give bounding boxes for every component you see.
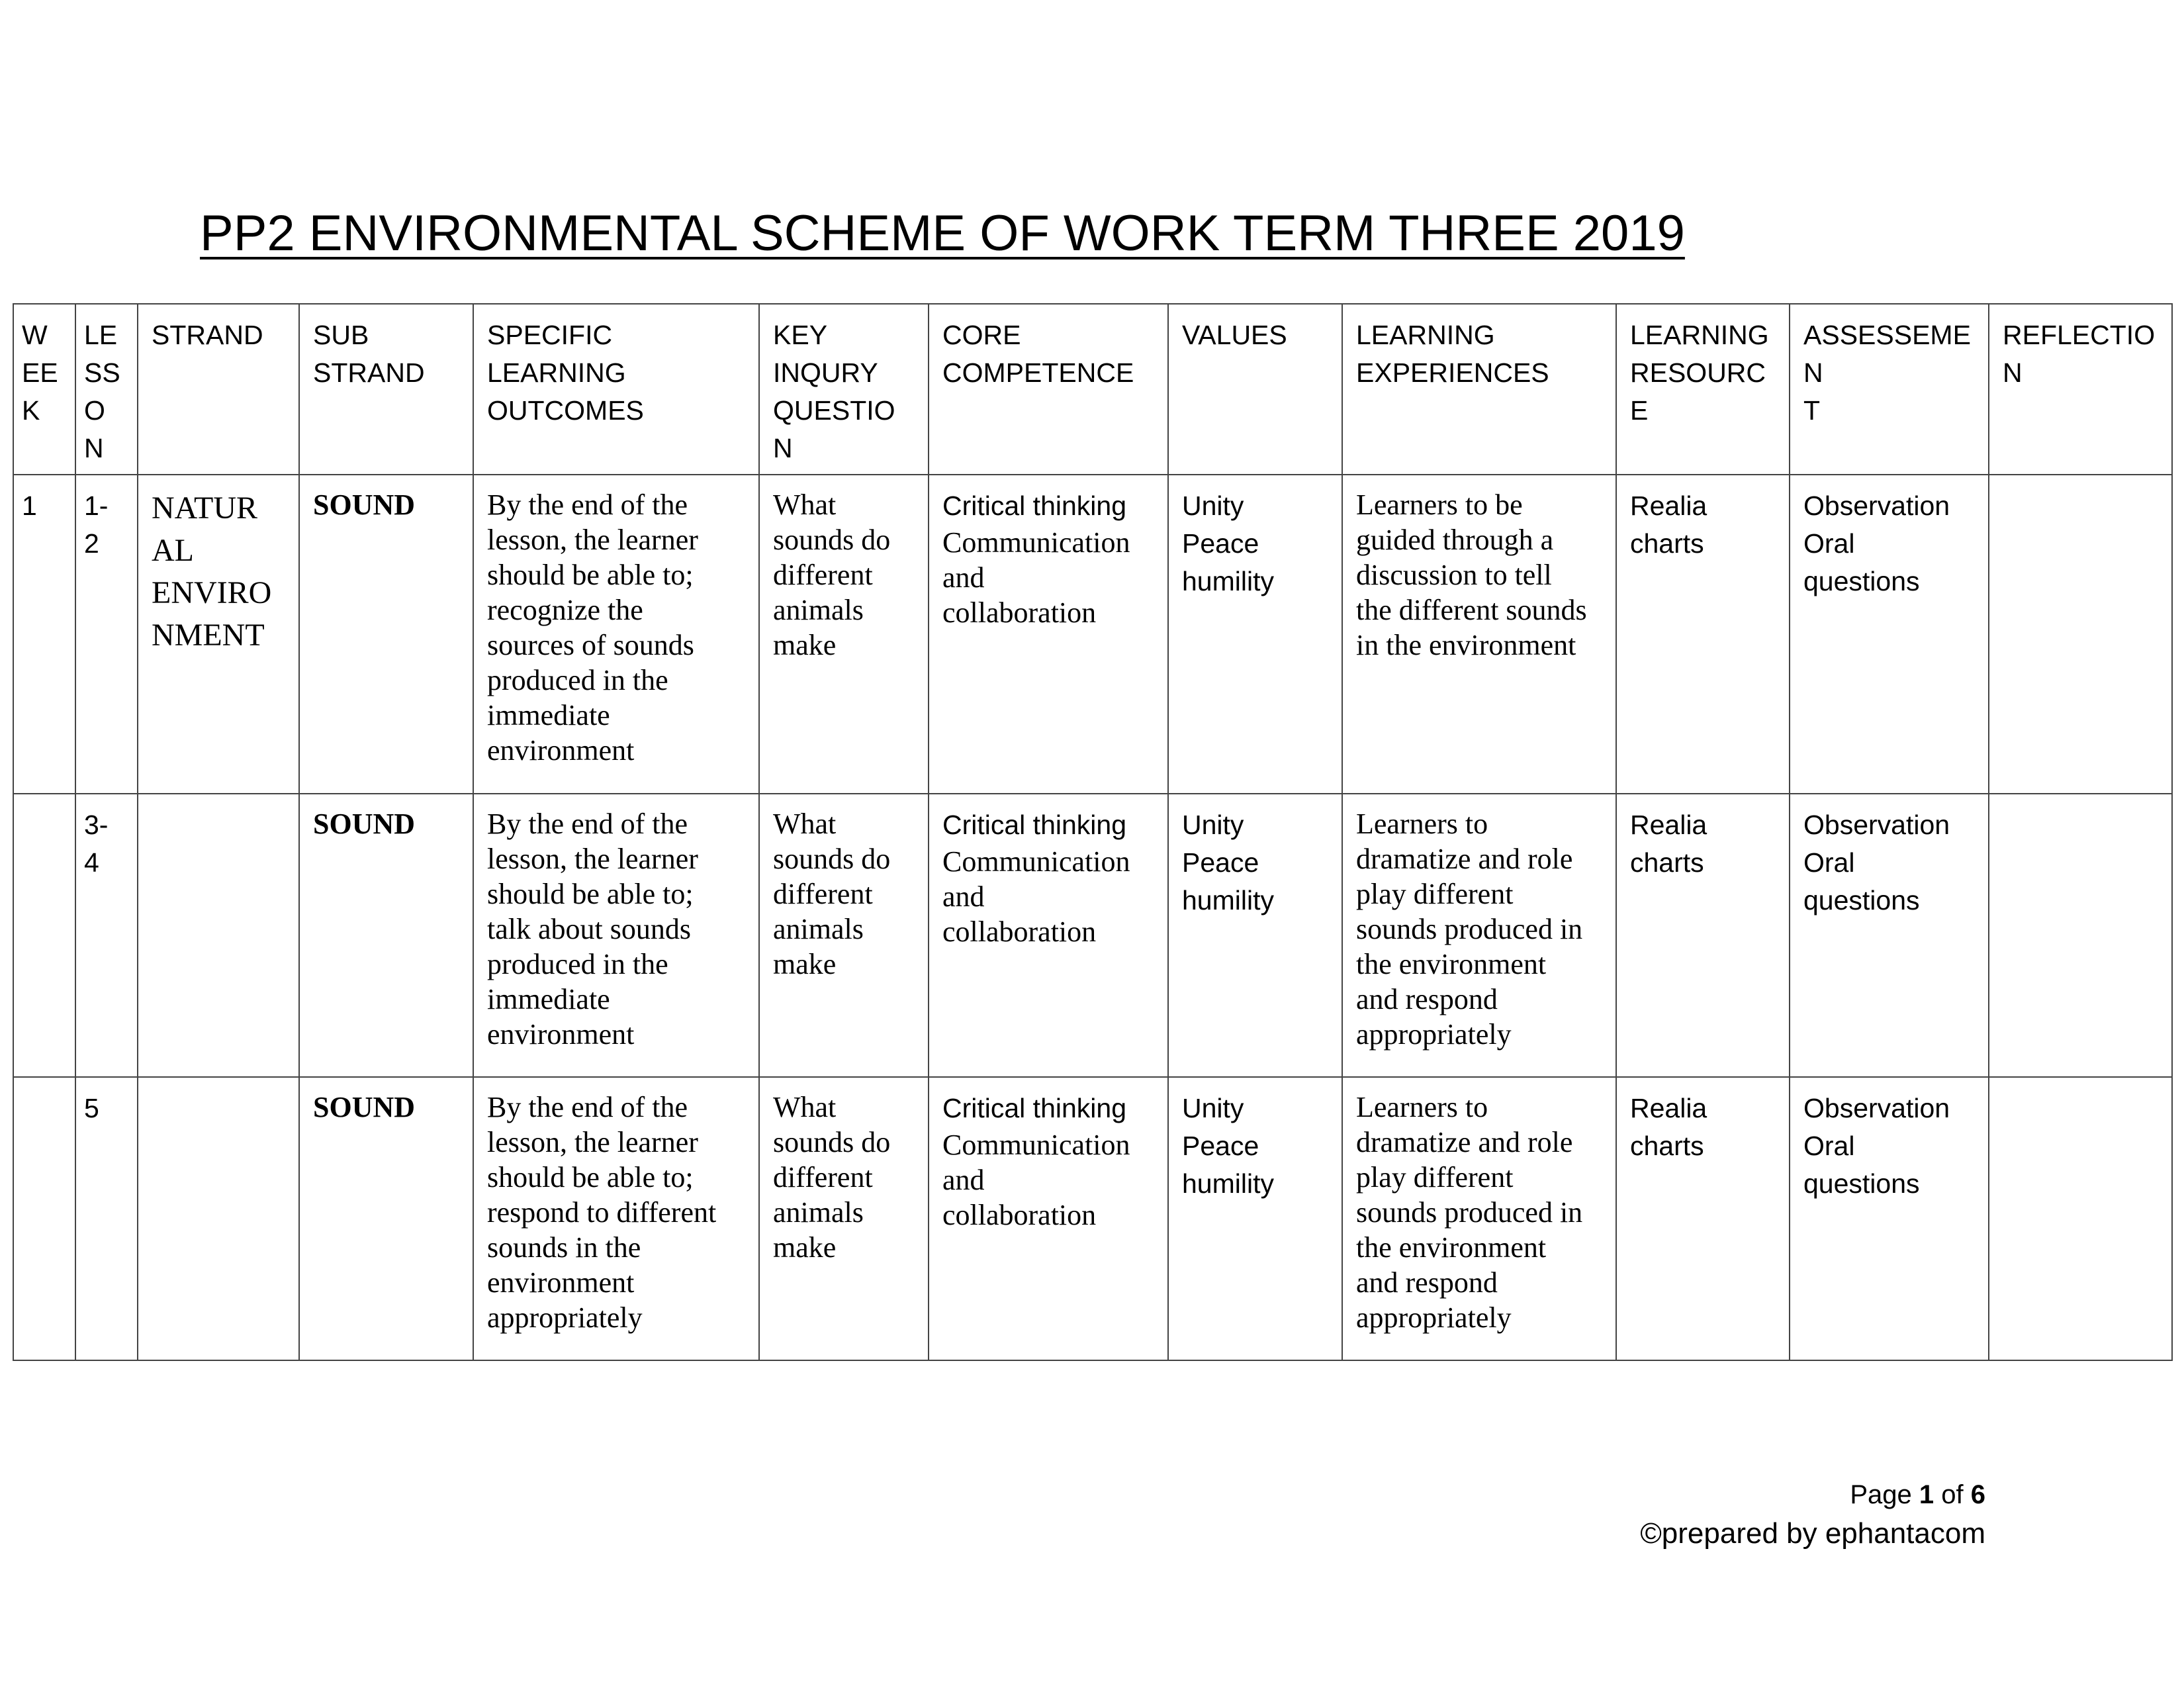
- header-lesson: LE SS O N: [75, 304, 138, 475]
- lesson-cell: 1- 2: [75, 475, 138, 794]
- week-cell: 1: [13, 475, 75, 794]
- header-values: VALUES: [1168, 304, 1342, 475]
- table-row: [13, 475, 2172, 794]
- reflection-cell: [1989, 1077, 2172, 1360]
- inquiry-question-cell: What sounds do different animals make: [759, 794, 929, 1077]
- page-title: PP2 ENVIRONMENTAL SCHEME OF WORK TERM THREE 2019: [200, 205, 1685, 261]
- sub-strand-cell: SOUND: [299, 475, 473, 794]
- experiences-cell: Learners to dramatize and role play different sounds produced in the environment and respond appropriately: [1342, 794, 1616, 1077]
- table-row: [13, 1077, 2172, 1360]
- outcomes-cell: By the end of the lesson, the learner should be able to; respond to different sounds in the environment appropriately: [473, 1077, 759, 1360]
- core-competence-cell: Critical thinking Communication and collaboration: [929, 794, 1168, 1077]
- inquiry-question-cell: What sounds do different animals make: [759, 475, 929, 794]
- header-learning-experiences: LEARNING EXPERIENCES: [1342, 304, 1616, 475]
- header-reflection: REFLECTION: [1989, 304, 2172, 475]
- header-specific-learning-outcomes: SPECIFIC LEARNING OUTCOMES: [473, 304, 759, 475]
- outcomes-cell: By the end of the lesson, the learner should be able to; talk about sounds produced in the immediate environment: [473, 794, 759, 1077]
- core-competence-cell: Critical thinking Communication and collaboration: [929, 1077, 1168, 1360]
- table-row: [13, 794, 2172, 1077]
- assessment-cell: Observation Oral questions: [1790, 794, 1989, 1077]
- lesson-cell: 3- 4: [75, 794, 138, 1077]
- strand-cell: [138, 794, 299, 1077]
- resource-cell: Realia charts: [1616, 794, 1790, 1077]
- values-cell: Unity Peace humility: [1168, 1077, 1342, 1360]
- header-core-competence: CORE COMPETENCE: [929, 304, 1168, 475]
- reflection-cell: [1989, 475, 2172, 794]
- inquiry-question-cell: What sounds do different animals make: [759, 1077, 929, 1360]
- core-competence-cell: Critical thinking Communication and collaboration: [929, 475, 1168, 794]
- values-cell: Unity Peace humility: [1168, 475, 1342, 794]
- resource-cell: Realia charts: [1616, 1077, 1790, 1360]
- header-row: [13, 304, 2172, 475]
- experiences-cell: Learners to dramatize and role play different sounds produced in the environment and respond appropriately: [1342, 1077, 1616, 1360]
- header-sub-strand: SUB STRAND: [299, 304, 473, 475]
- strand-cell: NATUR AL ENVIRO NMENT: [138, 475, 299, 794]
- prepared-by: ©prepared by ephantacom: [1640, 1517, 1985, 1550]
- week-cell: [13, 1077, 75, 1360]
- week-cell: [13, 794, 75, 1077]
- page-footer: [1640, 1476, 1985, 1554]
- page-number: Page 1 of 6: [1850, 1480, 1985, 1509]
- values-cell: Unity Peace humility: [1168, 794, 1342, 1077]
- assessment-cell: Observation Oral questions: [1790, 1077, 1989, 1360]
- scheme-table: [13, 303, 2173, 1361]
- lesson-cell: 5: [75, 1077, 138, 1360]
- strand-cell: [138, 1077, 299, 1360]
- sub-strand-cell: SOUND: [299, 1077, 473, 1360]
- resource-cell: Realia charts: [1616, 475, 1790, 794]
- assessment-cell: Observation Oral questions: [1790, 475, 1989, 794]
- header-key-inquiry-question: KEY INQURY QUESTION: [759, 304, 929, 475]
- header-learning-resource: LEARNING RESOURCE: [1616, 304, 1790, 475]
- header-assessment: ASSESSEMEN T: [1790, 304, 1989, 475]
- outcomes-cell: By the end of the lesson, the learner should be able to; recognize the sources of sounds produced in the immediate environment: [473, 475, 759, 794]
- sub-strand-cell: SOUND: [299, 794, 473, 1077]
- experiences-cell: Learners to be guided through a discussion to tell the different sounds in the environment: [1342, 475, 1616, 794]
- reflection-cell: [1989, 794, 2172, 1077]
- header-week: W EE K: [13, 304, 75, 475]
- header-strand: STRAND: [138, 304, 299, 475]
